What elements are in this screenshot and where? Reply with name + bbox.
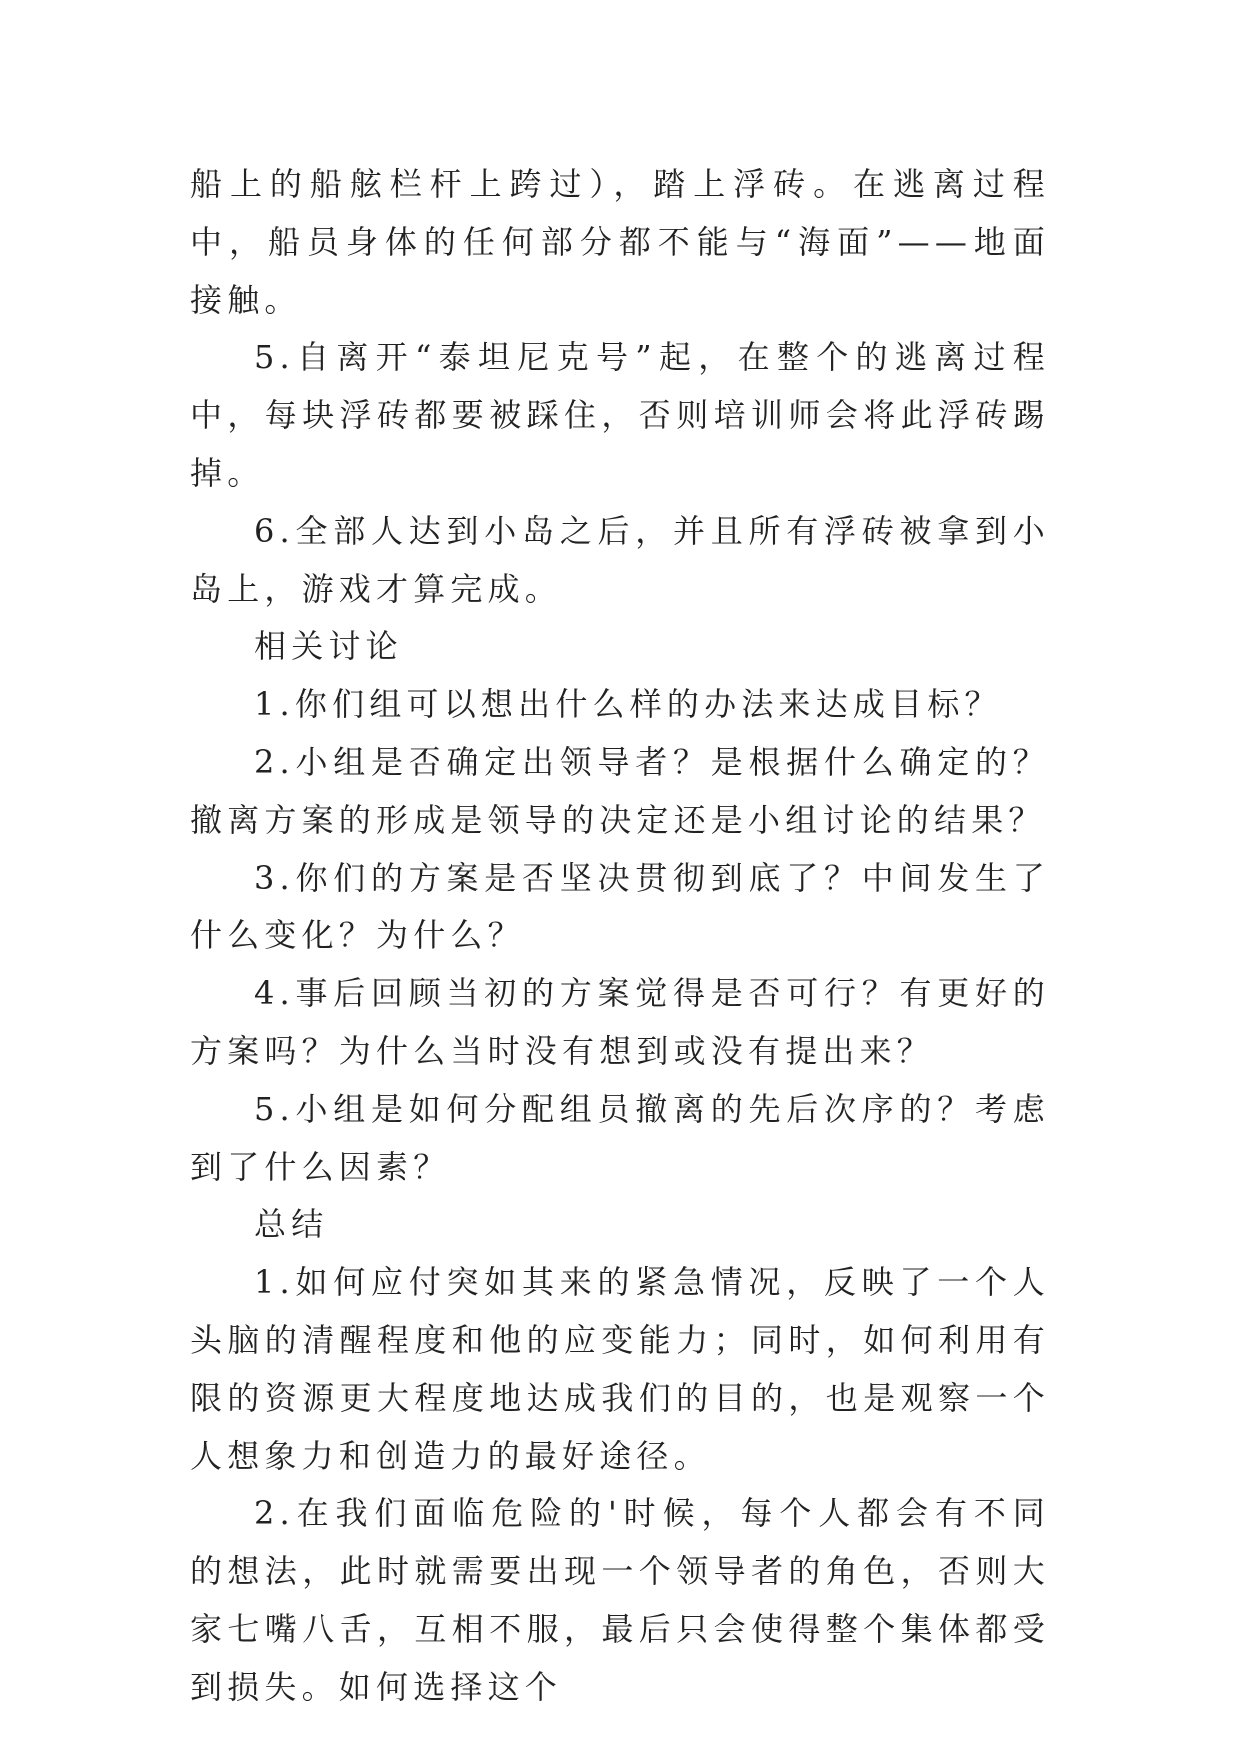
paragraph-rule-6: 6.全部人达到小岛之后，并且所有浮砖被拿到小岛上，游戏才算完成。: [190, 511, 1050, 608]
section-heading-summary: 总结: [254, 1205, 329, 1244]
paragraph-discussion-5: 5.小组是如何分配组员撤离的先后次序的？考虑到了什么因素？: [190, 1089, 1050, 1186]
paragraph-discussion-4: 4.事后回顾当初的方案觉得是否可行？有更好的方案吗？为什么当时没有想到或没有提出来？: [190, 974, 1050, 1070]
document-body: [190, 156, 1050, 1717]
paragraph-escape-rule-continued: 船上的船舷栏杆上跨过），踏上浮砖。在逃离过程中，船员身体的任何部分都不能与“海面”——地面接触。: [190, 165, 1050, 319]
paragraph-discussion-1: 1.你们组可以想出什么样的办法来达成目标？: [254, 685, 1002, 724]
section-heading-discussion: 相关讨论: [254, 627, 403, 666]
paragraph-summary-2: 2.在我们面临危险的'时候，每个人都会有不同的想法，此时就需要出现一个领导者的角色，否则大家七嘴八舌，互相不服，最后只会使得整个集体都受到损失。如何选择这个: [190, 1494, 1050, 1706]
paragraph-summary-1: 1.如何应付突如其来的紧急情况，反映了一个人头脑的清醒程度和他的应变能力；同时，如何利用有限的资源更大程度地达成我们的目的，也是观察一个人想象力和创造力的最好途径。: [190, 1263, 1050, 1475]
paragraph-discussion-2: 2.小组是否确定出领导者？是根据什么确定的？撤离方案的形成是领导的决定还是小组讨论的结果？: [190, 742, 1050, 839]
paragraph-discussion-3: 3.你们的方案是否坚决贯彻到底了？中间发生了什么变化？为什么？: [190, 858, 1050, 955]
paragraph-rule-5: 5.自离开“泰坦尼克号”起，在整个的逃离过程中，每块浮砖都要被踩住，否则培训师会将此浮砖踢掉。: [190, 338, 1050, 492]
